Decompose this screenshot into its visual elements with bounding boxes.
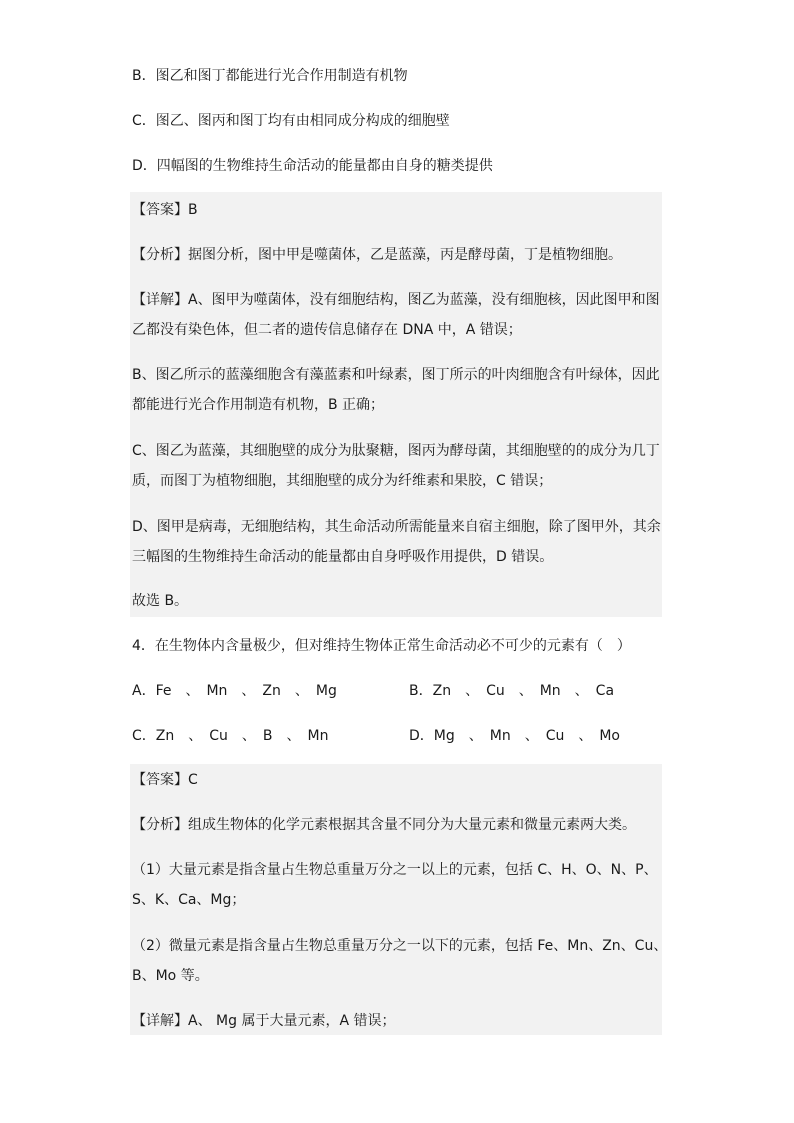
q4-point1-line2: S、K、Ca、Mg； [132,892,246,908]
q4-answer: 【答案】C [132,772,198,788]
q3-detail-a-line1: 【详解】A、图甲为噬菌体，没有细胞结构，图乙为蓝藻，没有细胞核，因此图甲和图 [132,292,660,308]
q3-detail-b-line2: 都能进行光合作用制造有机物，B 正确； [132,397,385,413]
q3-answer: 【答案】B [132,202,198,218]
q3-detail-c-line1: C、图乙为蓝藻，其细胞壁的成分为肽聚糖，图丙为酵母菌，其细胞壁的的成分为几丁 [132,443,660,459]
q4-point1-line1: （1）大量元素是指含量占生物总重量万分之一以上的元素，包括 C、H、O、N、P、 [132,862,658,878]
q4-point2-line2: B、Mo 等。 [132,968,209,984]
q3-option-b: B．图乙和图丁都能进行光合作用制造有机物 [132,68,408,84]
q4-option-c: C．Zn 、 Cu 、 B 、 Mn [132,728,329,744]
q3-detail-a-line2: 乙都没有染色体，但二者的遗传信息储存在 DNA 中，A 错误； [132,322,522,338]
q3-conclusion: 故选 B。 [132,593,189,609]
q3-detail-c-line2: 质，而图丁为植物细胞，其细胞壁的成分为纤维素和果胶，C 错误； [132,473,553,489]
q4-detail-a: 【详解】A、 Mg 属于大量元素，A 错误； [132,1013,396,1029]
q3-detail-d-line2: 三幅图的生物维持生命活动的能量都由自身呼吸作用提供，D 错误。 [132,549,554,565]
q3-option-c: C．图乙、图丙和图丁均有由相同成分构成的细胞壁 [132,113,450,129]
q4-option-d: D．Mg 、 Mn 、 Cu 、 Mo [409,728,620,744]
q4-point2-line1: （2）微量元素是指含量占生物总重量万分之一以下的元素，包括 Fe、Mn、Zn、Cu、 [132,938,668,954]
q3-option-d: D．四幅图的生物维持生命活动的能量都由自身的糖类提供 [132,158,493,174]
q4-stem: 4．在生物体内含量极少，但对维持生物体正常生命活动必不可少的元素有（ ） [132,638,631,654]
q3-detail-b-line1: B、图乙所示的蓝藻细胞含有藻蓝素和叶绿素，图丁所示的叶肉细胞含有叶绿体，因此 [132,367,660,383]
q3-analysis: 【分析】据图分析，图中甲是噬菌体，乙是蓝藻，丙是酵母菌，丁是植物细胞。 [132,247,622,263]
q4-option-b: B．Zn 、 Cu 、 Mn 、 Ca [409,683,615,699]
q4-analysis: 【分析】组成生物体的化学元素根据其含量不同分为大量元素和微量元素两大类。 [132,817,636,833]
q3-detail-d-line1: D、图甲是病毒，无细胞结构，其生命活动所需能量来自宿主细胞，除了图甲外，其余 [132,519,661,535]
q4-option-a: A．Fe 、 Mn 、 Zn 、 Mg [132,683,337,699]
